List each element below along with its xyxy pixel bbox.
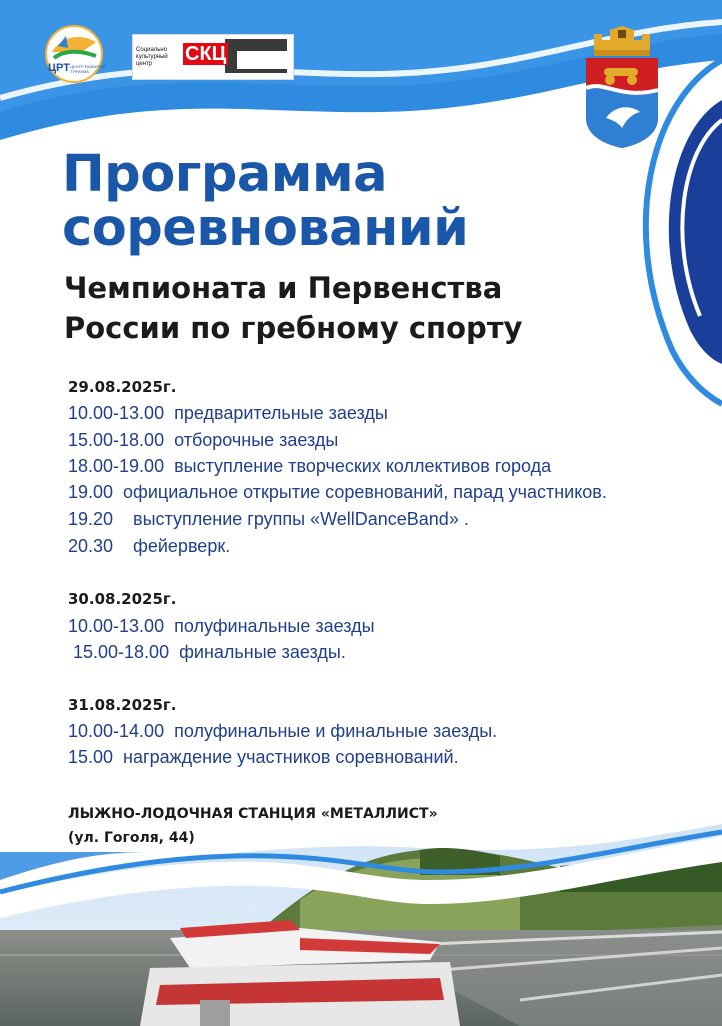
schedule-day-2-event-1: 10.00-13.00 полуфинальные заезды [68, 616, 375, 636]
schedule-day-2-event-2: 15.00-18.00 финальные заезды. [68, 642, 346, 662]
schedule-day-1-date: 29.08.2025г. [68, 378, 177, 396]
skc-logo-mark: СКЦ [185, 43, 227, 65]
page-subtitle-line-2: России по гребному спорту [64, 311, 523, 345]
skc-logo [132, 34, 294, 80]
city-coat-of-arms-icon [580, 26, 664, 150]
page-subtitle-line-1: Чемпионата и Первенства [64, 271, 503, 305]
page-subtitle [64, 268, 522, 348]
crt-logo-name: ЦРТ [48, 62, 70, 74]
schedule-day-1-event-2: 15.00-18.00 отборочные заезды [68, 430, 339, 450]
venue-address: (ул. Гоголя, 44) [68, 830, 195, 846]
skc-logo-caption: Социально культурный центр [136, 47, 168, 67]
crt-emblem-icon [38, 24, 110, 86]
page-title-line-2: соревнований [62, 199, 469, 258]
crt-logo [38, 24, 110, 86]
schedule-day-3-date: 31.08.2025г. [68, 696, 177, 714]
schedule-day-3-event-2: 15.00 награждение участников соревнований. [68, 747, 459, 767]
page-title [62, 145, 469, 258]
schedule-day-1-event-3: 18.00-19.00 выступление творческих коллективов города [68, 456, 552, 476]
venue-name: ЛЫЖНО-ЛОДОЧНАЯ СТАНЦИЯ «МЕТАЛЛИСТ» [68, 806, 438, 822]
skc-logo-block-inner [237, 51, 287, 69]
crt-logo-subtitle: ЦЕНТР РАЗВИТИЯ ТУРИЗМА [70, 64, 106, 74]
schedule-day-1-event-5: 19.20 выступление группы «WellDanceBand» . [68, 509, 469, 529]
schedule-day-3-event-1: 10.00-14.00 полуфинальные и финальные заезды. [68, 721, 498, 741]
schedule-day-1-event-6: 20.30 фейерверк. [68, 536, 231, 556]
schedule-day-2-date: 30.08.2025г. [68, 590, 177, 608]
schedule-day-1-event-1: 10.00-13.00 предварительные заезды [68, 403, 388, 423]
page-title-line-1: Программа [62, 145, 388, 204]
schedule-day-1-event-4: 19.00 официальное открытие соревнований, парад участников. [68, 482, 607, 502]
